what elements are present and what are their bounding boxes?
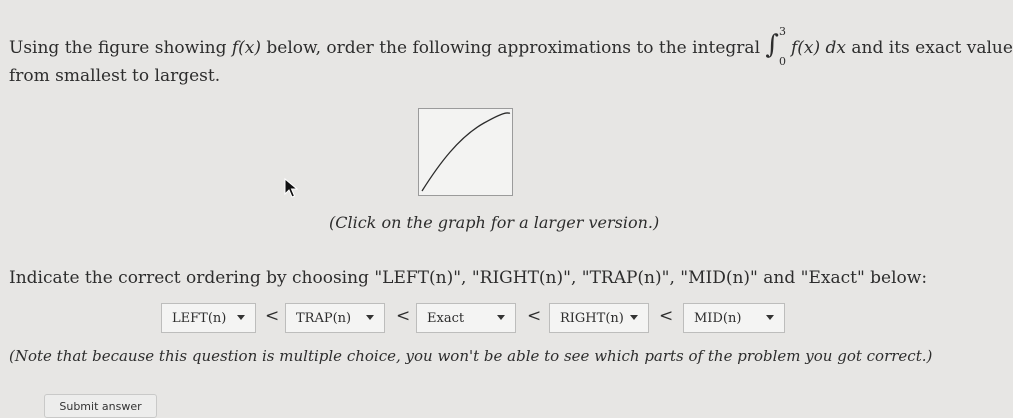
less-than-sign: < bbox=[527, 306, 542, 326]
integral-sign: ∫ bbox=[765, 30, 779, 60]
ordering-select-4[interactable] bbox=[549, 303, 649, 333]
function-name: f(x) bbox=[231, 38, 262, 58]
lower-limit: 0 bbox=[778, 54, 786, 68]
submit-answer-button[interactable]: Submit answer bbox=[44, 394, 157, 418]
ordering-select-1[interactable] bbox=[161, 303, 256, 333]
ordering-select-4-value: RIGHT(n) bbox=[560, 310, 624, 326]
integrand: f(x) dx bbox=[790, 38, 846, 58]
graph-caption: (Click on the graph for a larger version.) bbox=[329, 213, 660, 232]
upper-limit: 3 bbox=[778, 24, 786, 38]
ordering-select-3[interactable] bbox=[416, 303, 516, 333]
function-curve bbox=[422, 113, 510, 191]
chevron-down-icon bbox=[630, 315, 638, 320]
less-than-sign: < bbox=[396, 306, 411, 326]
chevron-down-icon bbox=[237, 315, 245, 320]
multiple-choice-note: (Note that because this question is multiple choice, you won't be able to see which parts of the problem you got correct.) bbox=[9, 347, 933, 365]
ordering-select-2[interactable] bbox=[285, 303, 385, 333]
question-line-1 bbox=[9, 24, 1013, 68]
ordering-select-5[interactable] bbox=[683, 303, 785, 333]
less-than-sign: < bbox=[659, 306, 674, 326]
question-text-start: Using the figure showing bbox=[9, 38, 232, 58]
question-text-end: and its exact value bbox=[846, 38, 1013, 58]
question-text-middle: below, order the following approximations to the integral bbox=[261, 38, 766, 58]
integral-limits bbox=[778, 24, 791, 68]
function-graph[interactable] bbox=[418, 108, 513, 196]
less-than-sign: < bbox=[265, 306, 280, 326]
graph-plot bbox=[419, 109, 512, 195]
chevron-down-icon bbox=[497, 315, 505, 320]
ordering-select-1-value: LEFT(n) bbox=[172, 310, 227, 326]
mouse-pointer-icon bbox=[284, 178, 300, 204]
chevron-down-icon bbox=[366, 315, 374, 320]
question-line-2: from smallest to largest. bbox=[9, 66, 221, 86]
ordering-select-3-value: Exact bbox=[427, 310, 465, 326]
chevron-down-icon bbox=[766, 315, 774, 320]
ordering-select-5-value: MID(n) bbox=[694, 310, 742, 326]
instruction-text: Indicate the correct ordering by choosing "LEFT(n)", "RIGHT(n)", "TRAP(n)", "MID(n)" and "Exact" below: bbox=[9, 268, 928, 288]
ordering-select-2-value: TRAP(n) bbox=[296, 310, 352, 326]
